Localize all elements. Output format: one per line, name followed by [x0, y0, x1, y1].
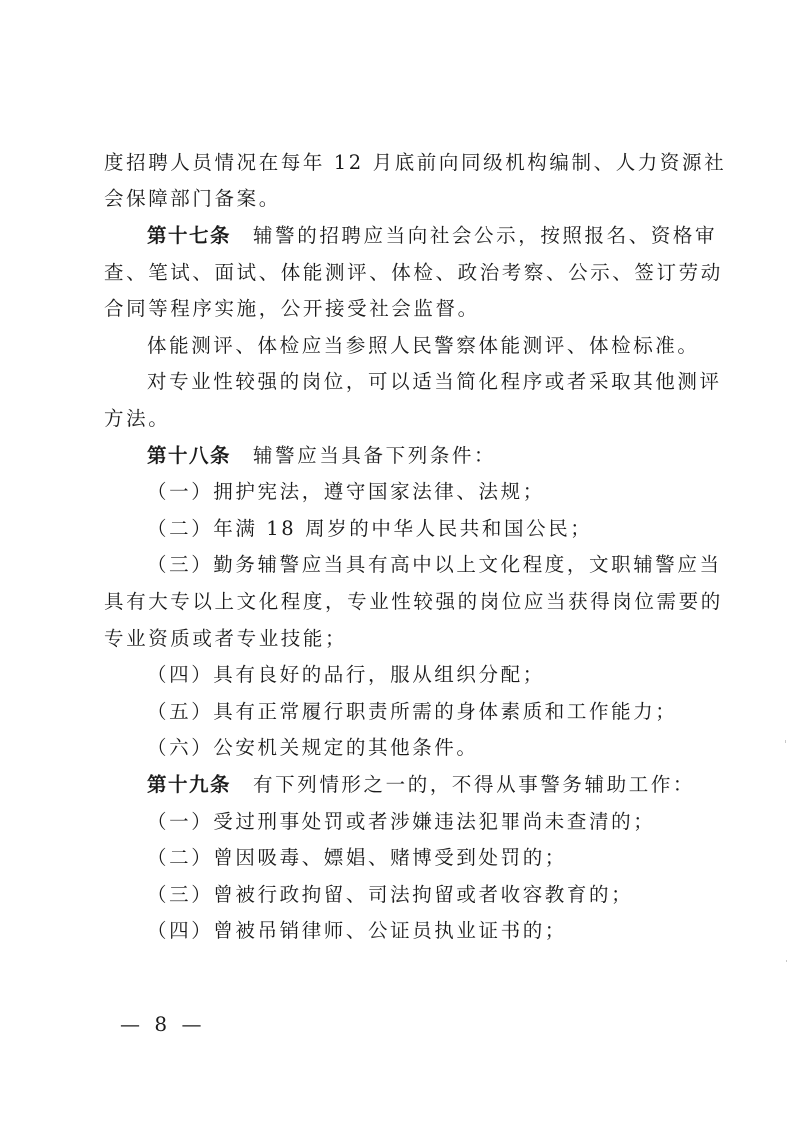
paragraph-line: 查、笔试、面试、体能测评、体检、政治考察、公示、签订劳动 — [104, 261, 723, 284]
scan-speck — [786, 960, 787, 962]
article-18-heading: 第十八条 — [147, 444, 232, 467]
list-item: （一）拥护宪法，遵守国家法律、法规； — [147, 480, 545, 503]
list-item: （三）勤务辅警应当具有高中以上文化程度，文职辅警应当 — [147, 553, 722, 576]
list-item: （三）曾被行政拘留、司法拘留或者收容教育的； — [147, 883, 634, 906]
scan-speck — [785, 740, 786, 743]
list-item: （一）受过刑事处罚或者涉嫌违法犯罪尚未查清的； — [147, 810, 656, 833]
paragraph-line: 具有大专以上文化程度，专业性较强的岗位应当获得岗位需要的 — [104, 590, 723, 613]
article-17 — [147, 223, 747, 249]
paragraph-line: 方法。 — [104, 407, 171, 430]
list-item: （五）具有正常履行职责所需的身体素质和工作能力； — [147, 700, 678, 723]
list-item: （六）公安机关规定的其他条件。 — [147, 736, 479, 759]
paragraph-line: 合同等程序实施，公开接受社会监督。 — [104, 297, 480, 320]
article-17-heading: 第十七条 — [147, 224, 232, 247]
article-17-text: 辅警的招聘应当向社会公示，按照报名、资格审 — [253, 224, 718, 247]
list-item: （二）曾因吸毒、嫖娼、赌博受到处罚的； — [147, 846, 567, 869]
paragraph-line: 对专业性较强的岗位，可以适当简化程序或者采取其他测评 — [147, 370, 722, 393]
list-item: （二）年满 18 周岁的中华人民共和国公民； — [147, 517, 593, 540]
article-19 — [147, 772, 747, 798]
page-number: — 8 — — [120, 1012, 206, 1036]
article-19-text: 有下列情形之一的，不得从事警务辅助工作： — [253, 773, 696, 796]
list-item: （四）曾被吊销律师、公证员执业证书的； — [147, 919, 567, 942]
article-18-text: 辅警应当具备下列条件： — [253, 444, 497, 467]
paragraph-line: 专业资质或者专业技能； — [104, 627, 348, 650]
article-18 — [147, 443, 747, 469]
paragraph-line: 体能测评、体检应当参照人民警察体能测评、体检标准。 — [147, 334, 700, 357]
paragraph-line: 度招聘人员情况在每年 12 月底前向同级机构编制、人力资源社 — [104, 151, 727, 174]
list-item: （四）具有良好的品行，服从组织分配； — [147, 663, 545, 686]
paragraph-line: 会保障部门备案。 — [104, 187, 281, 210]
article-19-heading: 第十九条 — [147, 773, 232, 796]
